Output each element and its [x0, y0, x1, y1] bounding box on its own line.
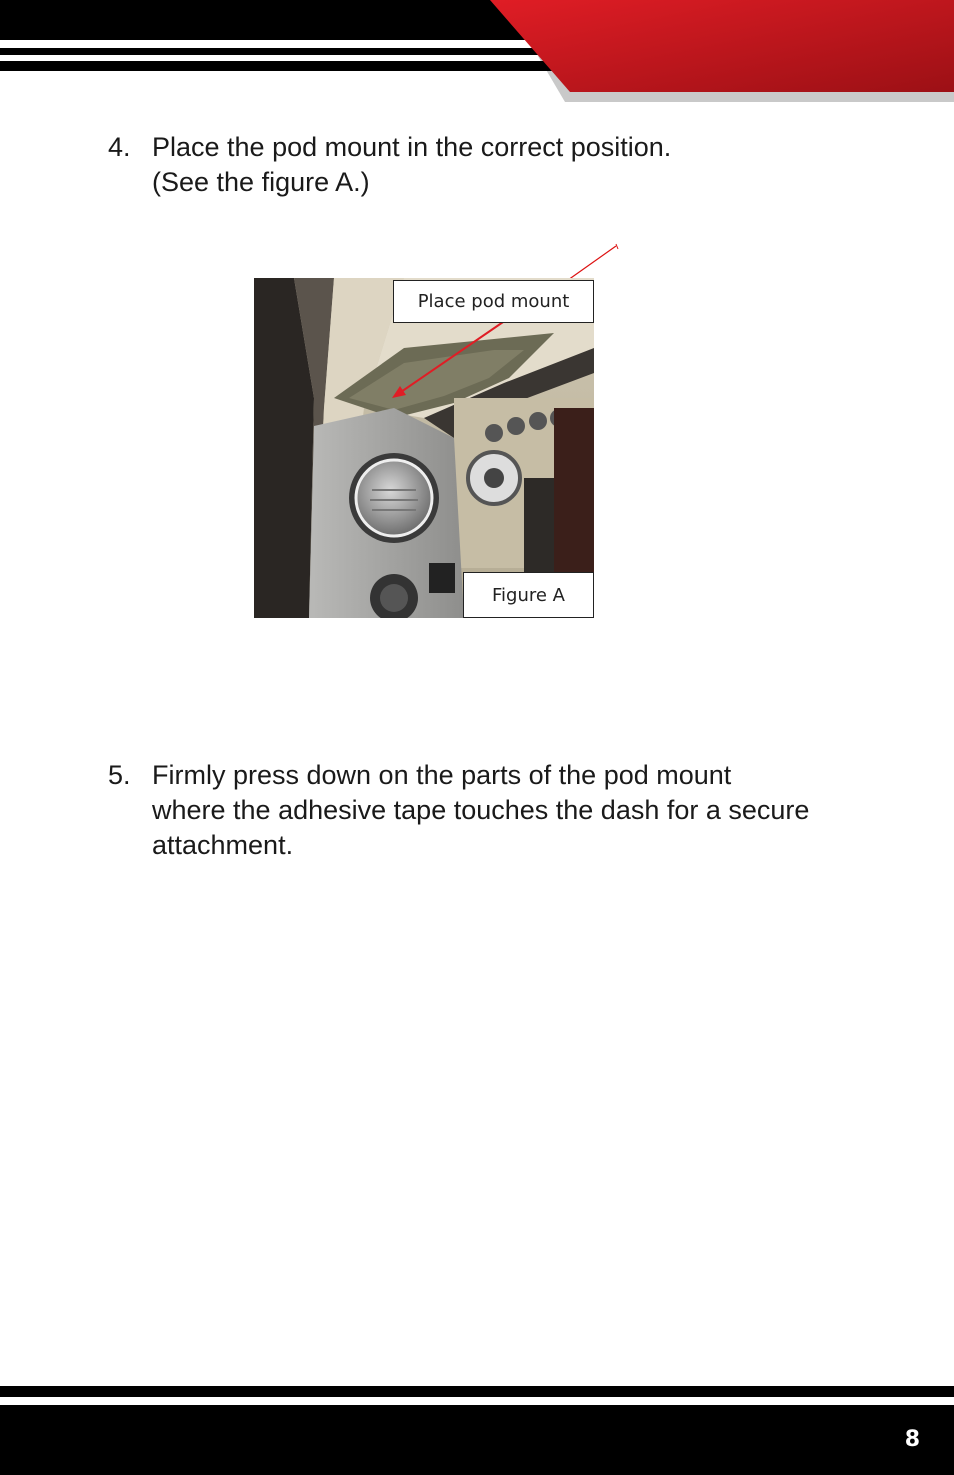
step-number: 5.: [108, 760, 131, 790]
footer-stripe: [0, 1386, 954, 1397]
step-text: [152, 130, 888, 200]
figure-a: [254, 278, 594, 618]
step-line: where the adhesive tape touches the dash for a secure: [152, 795, 810, 825]
step-line: Firmly press down on the parts of the pod mount: [152, 760, 732, 790]
step-line: Place the pod mount in the correct position.: [152, 132, 672, 162]
header-decoration: [0, 0, 954, 110]
step-line: (See the figure A.): [152, 167, 370, 197]
red-arrow-icon: [254, 278, 594, 618]
page-number: 8: [904, 1427, 920, 1452]
page-footer: [0, 1405, 954, 1475]
step-number: 4.: [108, 132, 131, 162]
step-line: attachment.: [152, 830, 294, 860]
figure-caption: Figure A: [463, 572, 594, 618]
step-text: [152, 758, 888, 863]
page-header: [0, 0, 954, 110]
step-5: [108, 758, 888, 863]
callout-label: Place pod mount: [393, 280, 594, 323]
step-4: [108, 130, 888, 200]
